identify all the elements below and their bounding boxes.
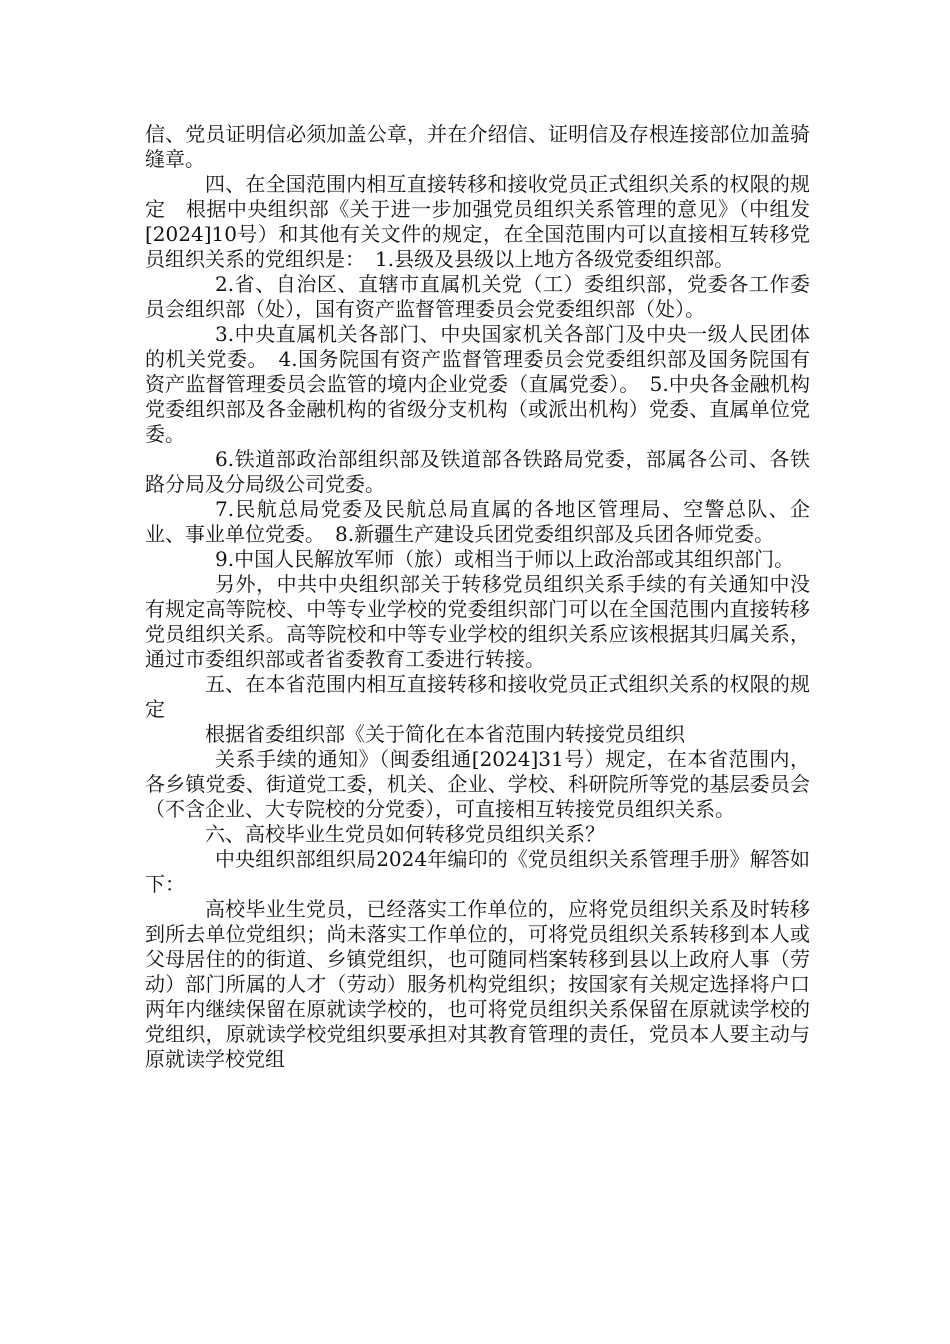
paragraph-section-four: 四、在全国范围内相互直接转移和接收党员正式组织关系的权限的规定 根据中央组织部《关于进一步加强党员组织关系管理的意见》（中组发[2024]10号）和其他有关文件的规定，在全国范围内可以直接相互转移党员组织关系的党组织是： 1.县级及县级以上地方各级党委组织部。 — [145, 172, 810, 271]
paragraph-provincial-notice-start: 根据省委组织部《关于简化在本省范围内转接党员组织 — [205, 722, 685, 746]
paragraph-graduate-transfer: 高校毕业生党员，已经落实工作单位的，应将党员组织关系及时转移到所去单位党组织；尚未落实工作单位的，可将党员组织关系转移到本人或父母居住的的街道、乡镇党组织，也可随同档案转移到县以上政府人事（劳动）部门所属的人才（劳动）服务机构党组织；按国家有关规定选择将户口两年内继续保留在原就读学校的，也可将党员组织关系保留在原就读学校的党组织，原就读学校党组织要承担对其教育管理的责任，党员本人要主动与原就读学校党组 — [145, 897, 810, 1071]
paragraph-item-9: 9.中国人民解放军师（旅）或相当于师以上政治部或其组织部门。 — [215, 547, 795, 571]
paragraph-provincial-notice: 关系手续的通知》（闽委组通[2024]31号）规定，在本省范围内，各乡镇党委、街道党工委，机关、企业、学校、科研院所等党的基层委员会（不含企业、大专院校的分党委），可直接相互转接党员组织关系。 — [145, 747, 810, 821]
paragraph-section-six: 六、高校毕业生党员如何转移党员组织关系？ — [205, 822, 605, 846]
paragraph-items-3-5: 3.中央直属机关各部门、中央国家机关各部门及中央一级人民团体的机关党委。 4.国务院国有资产监督管理委员会党委组织部及国务院国有资产监督管理委员会监管的境内企业党委（直属党委）。 5.中央各金融机构党委组织部及各金融机构的省级分支机构（或派出机构）党委、直属单位党委。 — [145, 322, 810, 446]
paragraph-handbook-reference: 中央组织部组织局2024年编印的《党员组织关系管理手册》解答如下： — [145, 847, 810, 896]
paragraph-items-7-8: 7.民航总局党委及民航总局直属的各地区管理局、空警总队、企业、事业单位党委。 8.新疆生产建设兵团党委组织部及兵团各师党委。 — [145, 497, 810, 546]
document-page — [145, 122, 810, 1072]
paragraph-additionally: 另外，中共中央组织部关于转移党员组织关系手续的有关通知中没有规定高等院校、中等专业学校的党委组织部门可以在全国范围内直接转移党员组织关系。高等院校和中等专业学校的组织关系应该根据其归属关系，通过市委组织部或者省委教育工委进行转接。 — [145, 572, 810, 671]
paragraph-seal-requirement: 信、党员证明信必须加盖公章，并在介绍信、证明信及存根连接部位加盖骑缝章。 — [145, 122, 810, 171]
paragraph-item-6: 6.铁道部政治部组织部及铁道部各铁路局党委，部属各公司、各铁路分局及分局级公司党委。 — [145, 447, 810, 496]
paragraph-section-five: 五、在本省范围内相互直接转移和接收党员正式组织关系的权限的规定 — [145, 672, 810, 721]
paragraph-item-2: 2.省、自治区、直辖市直属机关党（工）委组织部，党委各工作委员会组织部（处），国有资产监督管理委员会党委组织部（处）。 — [145, 272, 810, 321]
